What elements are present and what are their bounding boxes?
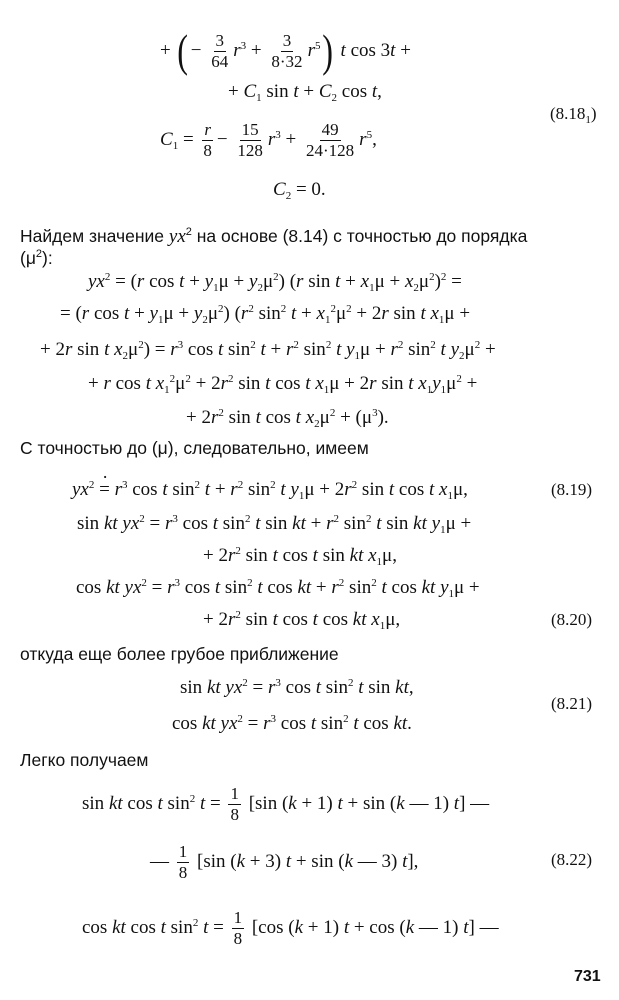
fraction: $\frac{3}{8\cdot 32}$ bbox=[271, 31, 303, 72]
equation-number: (8.21) bbox=[551, 694, 593, 713]
paragraph-text: Легко получаем bbox=[20, 750, 149, 770]
eq-line-12: + $2r^2$ sin t cos t sin kt $x_1\mu$, bbox=[203, 545, 397, 568]
eq-line-19: cos kt cos t $\sin^2 t$ = $\frac{1}{8}$ [cos (k + 1) t + cos (k — 1) t] — bbox=[82, 908, 499, 948]
fraction: $\frac{49}{24\cdot 128}$ bbox=[306, 120, 355, 160]
page-number: 731 bbox=[574, 968, 601, 985]
fraction: $\frac{1}{8}$ bbox=[230, 784, 239, 824]
eq-line-1: + ( − $\frac{3}{64}$ $r^3$ + $\frac{3}{8\cdot 32}$ $r^5$) t cos 3t + bbox=[160, 25, 411, 76]
eq-line-13: cos kt $yx^2 = r^3$ cos t $\sin^2 t$ cos kt + $r^2$ $\sin^2 t$ cos kt $y_1\mu$ + bbox=[76, 577, 480, 600]
fraction: $\frac{3}{64}$ bbox=[211, 31, 229, 72]
eq-line-11: sin kt $yx^2 = r^3$ cos t $\sin^2 t$ sin kt + $r^2$ $\sin^2 t$ sin kt $y_1\mu$ + bbox=[77, 513, 472, 536]
equation-number: (8.19) bbox=[551, 480, 593, 499]
paragraph-text: Найдем значение $yx^2$ на основе (8.14) с точностью до порядка bbox=[20, 226, 528, 247]
fraction: $\frac{1}{8}$ bbox=[178, 842, 188, 882]
equation-number: $(8.18_1)$ bbox=[550, 104, 597, 126]
eq-line-2: + $C_1$ $\sin t + C_2$ cos t, bbox=[228, 81, 382, 104]
eq-line-5: $yx^2 = (r$ $\cos t + y_1\mu + y_2\mu^2$) (r $\sin t + x_1\mu + x_2\mu^2)^2$ = bbox=[88, 271, 462, 294]
paragraph-text: С точностью до (μ), следовательно, имеем bbox=[20, 438, 369, 458]
eq-line-16: cos kt $yx^2 = r^3$ cos t $\sin^2 t$ cos kt. bbox=[172, 713, 412, 734]
eq-line-8: + r cos t $x_1^2\mu^2 + 2r^2$ sin t cos t $x_1\mu + 2r$ sin t $x_1y_1\mu^2$ + bbox=[88, 373, 478, 396]
fraction: $\frac{r}{8}$ bbox=[203, 120, 212, 160]
eq-line-14: + $2r^2$ sin t cos t cos kt $x_1\mu$, bbox=[203, 609, 401, 632]
equation-number: (8.20) bbox=[551, 610, 593, 629]
eq-line-6: = (r $\cos t + y_1\mu + y_2\mu^2$) ($r^2$ $\sin^2 t + x_1^2\mu^2 + 2r$ sin t $x_1\mu$ + bbox=[60, 303, 471, 326]
eq-line-10: $yx^2$ · = $r^3$ cos t $\sin^2 t + r^2$ $\sin^2 t$ $y_1\mu + 2r^2$ sin t cos t $x_1\mu$, bbox=[72, 478, 468, 502]
eq-line-18: — $\frac{1}{8}$ [sin (k + 3) t + sin (k — 3) t], bbox=[150, 842, 419, 882]
paragraph-text: $(\mu^2)$: bbox=[20, 248, 53, 268]
eq-line-17: sin kt cos t $\sin^2 t$ = $\frac{1}{8}$ [sin (k + 1) t + sin (k — 1) t] — bbox=[82, 784, 490, 824]
eq-line-7: + 2r sin t $x_2\mu^2) = r^3$ cos t $\sin^2 t + r^2$ $\sin^2 t$ $y_1\mu + r^2$ $\sin^2 t$ $y_2\mu^2$ + bbox=[40, 339, 496, 362]
paragraph-text: откуда еще более грубое приближение bbox=[20, 644, 339, 664]
eq-line-4: $C_2 = 0$. bbox=[273, 179, 326, 202]
fraction: $\frac{1}{8}$ bbox=[233, 908, 243, 948]
eq-line-3: $C_1$ = $\frac{r}{8}$ − $\frac{15}{128}$ $r^3$ + $\frac{49}{24\cdot 128}$ $r^5$, bbox=[160, 120, 377, 160]
equation-number: (8.22) bbox=[551, 850, 593, 869]
eq-line-9: + $2r^2$ sin t cos t $x_2\mu^2 + (\mu^3)$. bbox=[186, 407, 389, 430]
eq-line-15: sin kt $yx^2 = r^3$ cos t $\sin^2 t$ sin kt, bbox=[180, 677, 414, 698]
fraction: $\frac{15}{128}$ bbox=[237, 120, 263, 160]
